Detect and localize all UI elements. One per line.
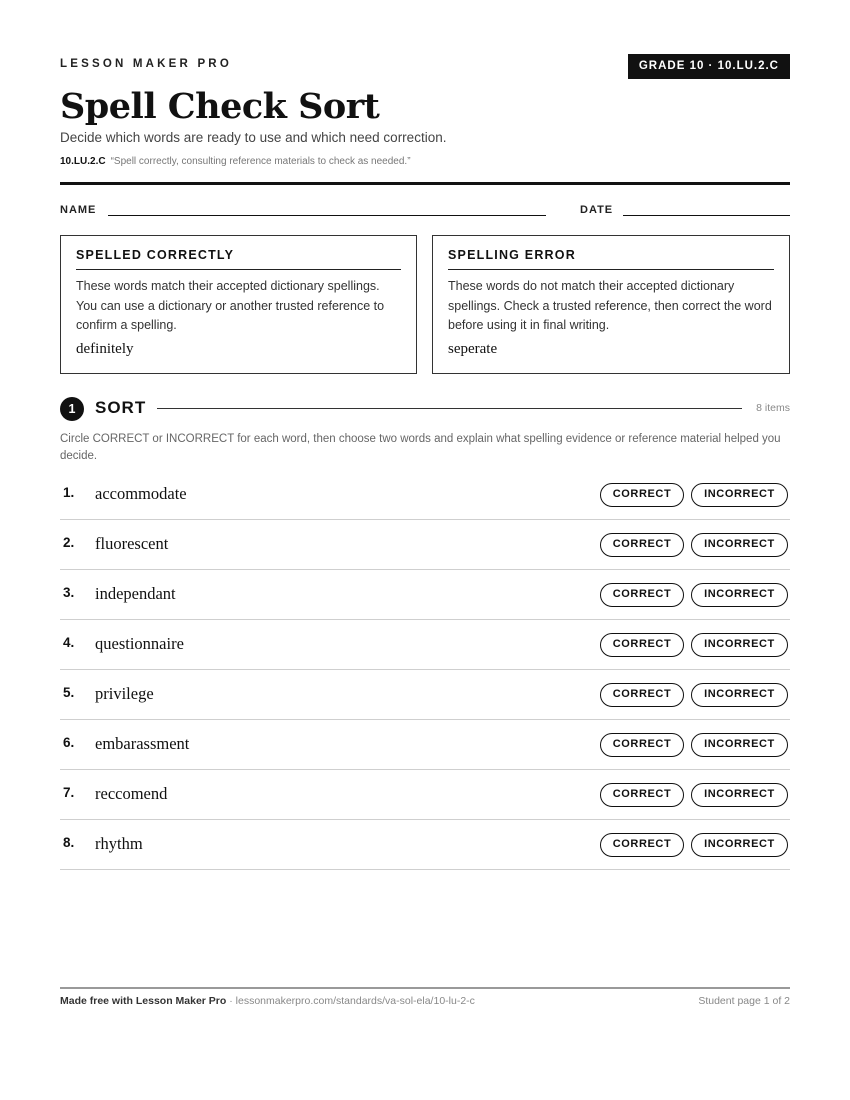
- list-item: [60, 570, 790, 620]
- name-date-row: [60, 204, 790, 222]
- correct-option[interactable]: CORRECT: [600, 783, 684, 807]
- correct-option[interactable]: CORRECT: [600, 633, 684, 657]
- brand-name: LESSON MAKER PRO: [60, 58, 232, 70]
- footer-credit: [60, 995, 475, 1007]
- correct-option[interactable]: CORRECT: [600, 483, 684, 507]
- correct-option[interactable]: CORRECT: [600, 533, 684, 557]
- header-divider: [60, 182, 790, 185]
- footer-made-with: Made free with Lesson Maker Pro: [60, 995, 227, 1007]
- category-box-error: [432, 235, 790, 374]
- category-description: These words do not match their accepted dictionary spellings. Check a trusted reference, then correct the word before using it in final writing.: [448, 279, 772, 332]
- section-header: [60, 397, 790, 421]
- correct-option[interactable]: CORRECT: [600, 733, 684, 757]
- incorrect-option[interactable]: INCORRECT: [691, 833, 788, 857]
- item-number: 5.: [63, 685, 75, 700]
- category-box-correct: [60, 235, 417, 374]
- name-label: NAME: [60, 204, 97, 216]
- incorrect-option[interactable]: INCORRECT: [691, 783, 788, 807]
- item-word: accommodate: [95, 484, 187, 503]
- list-item: [60, 670, 790, 720]
- item-word: embarassment: [95, 734, 190, 753]
- incorrect-option[interactable]: INCORRECT: [691, 683, 788, 707]
- list-item: [60, 620, 790, 670]
- category-example: seperate: [448, 340, 498, 357]
- footer-divider: [60, 987, 790, 989]
- name-field[interactable]: [108, 215, 546, 216]
- incorrect-option[interactable]: INCORRECT: [691, 483, 788, 507]
- item-list: [60, 470, 790, 870]
- list-item: [60, 770, 790, 820]
- item-number: 8.: [63, 835, 75, 850]
- item-number: 7.: [63, 785, 75, 800]
- item-number: 6.: [63, 735, 75, 750]
- grade-badge: GRADE 10 · 10.LU.2.C: [628, 54, 790, 79]
- list-item: [60, 820, 790, 870]
- item-number: 1.: [63, 485, 75, 500]
- standard-code: 10.LU.2.C: [60, 156, 106, 167]
- page-subtitle: Decide which words are ready to use and which need correction.: [60, 130, 447, 145]
- list-item: [60, 520, 790, 570]
- footer-url: · lessonmakerpro.com/standards/va-sol-ela/10-lu-2-c: [226, 995, 475, 1007]
- category-heading: SPELLED CORRECTLY: [76, 248, 401, 270]
- footer-page-number: Student page 1 of 2: [698, 995, 790, 1007]
- list-item: [60, 470, 790, 520]
- incorrect-option[interactable]: INCORRECT: [691, 533, 788, 557]
- incorrect-option[interactable]: INCORRECT: [691, 583, 788, 607]
- item-word: fluorescent: [95, 534, 169, 553]
- item-word: rhythm: [95, 834, 143, 853]
- date-field[interactable]: [623, 215, 790, 216]
- category-example: definitely: [76, 340, 134, 357]
- section-title: SORT: [95, 398, 147, 417]
- worksheet-page: [60, 0, 790, 1100]
- list-item: [60, 720, 790, 770]
- correct-option[interactable]: CORRECT: [600, 833, 684, 857]
- category-description: These words match their accepted dictionary spellings. You can use a dictionary or another trusted reference to confirm a spelling.: [76, 279, 385, 332]
- instructions: Circle CORRECT or INCORRECT for each word, then choose two words and explain what spelling evidence or reference material helped you decide.: [60, 433, 781, 462]
- item-number: 3.: [63, 585, 75, 600]
- page-title: Spell Check Sort: [60, 86, 380, 127]
- category-heading: SPELLING ERROR: [448, 248, 774, 270]
- correct-option[interactable]: CORRECT: [600, 583, 684, 607]
- incorrect-option[interactable]: INCORRECT: [691, 733, 788, 757]
- date-label: DATE: [580, 204, 614, 216]
- item-word: questionnaire: [95, 634, 184, 653]
- item-word: reccomend: [95, 784, 168, 803]
- section-divider: [157, 408, 742, 409]
- standard-line: [60, 156, 411, 167]
- section-number-badge: 1: [60, 397, 84, 421]
- item-number: 2.: [63, 535, 75, 550]
- correct-option[interactable]: CORRECT: [600, 683, 684, 707]
- standard-text: “Spell correctly, consulting reference materials to check as needed.”: [110, 156, 411, 167]
- item-word: independant: [95, 584, 176, 603]
- item-word: privilege: [95, 684, 154, 703]
- item-number: 4.: [63, 635, 75, 650]
- item-count: 8 items: [756, 402, 790, 414]
- incorrect-option[interactable]: INCORRECT: [691, 633, 788, 657]
